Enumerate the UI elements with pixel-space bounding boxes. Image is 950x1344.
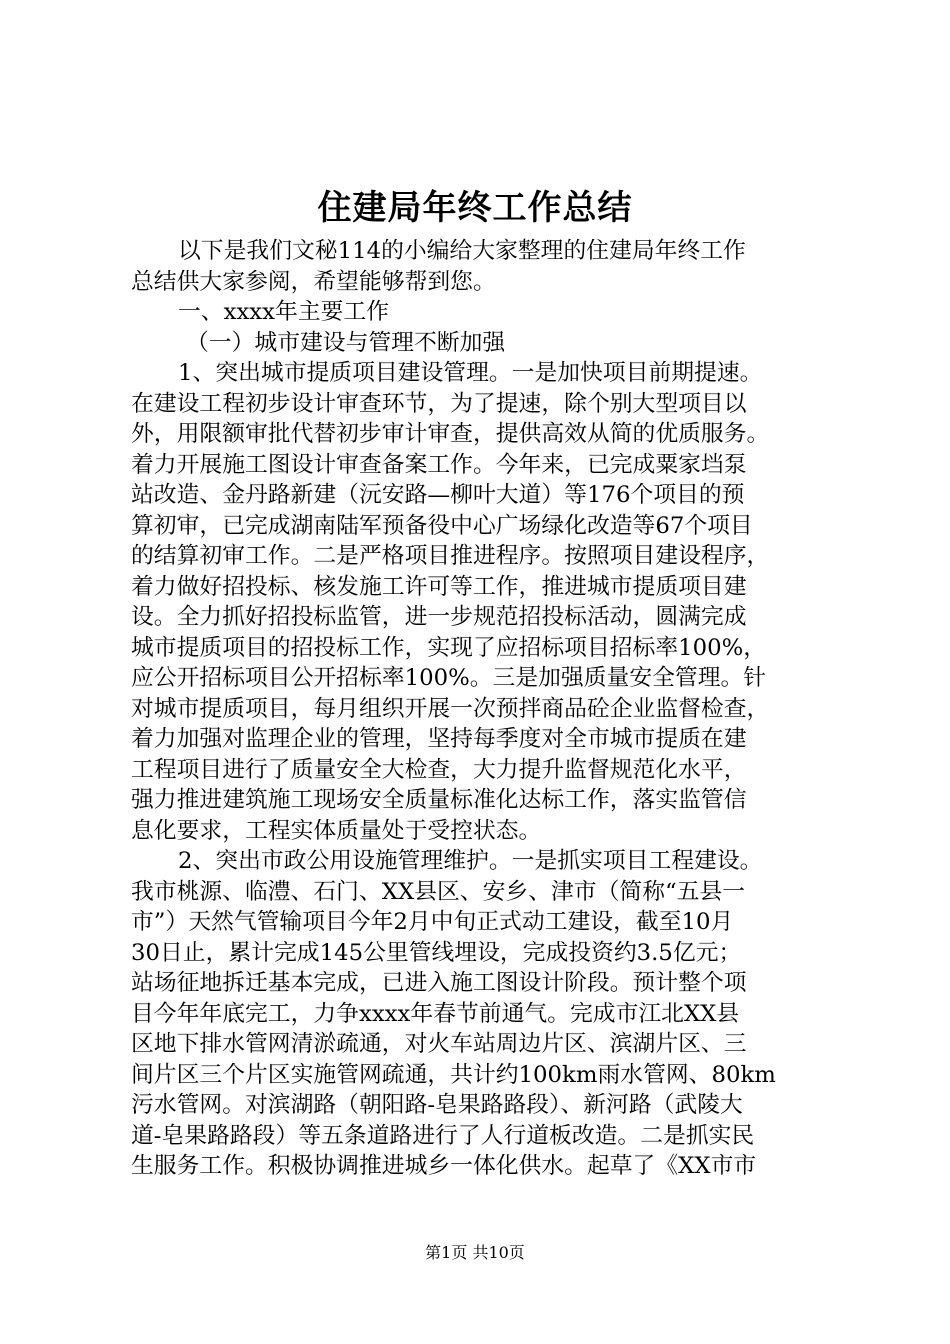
paragraph-line: 外，用限额审批代替初步审计审查，提供高效从简的优质服务。 (131, 421, 770, 447)
paragraph-line: 着力做好招投标、核发施工许可等工作，推进城市提质项目建 (131, 573, 747, 600)
paragraph-line: 区地下排水管网清淤疏通，对火车站周边片区、滨湖片区、三 (131, 1031, 747, 1057)
paragraph-line: 着力加强对监理企业的管理，坚持每季度对全市城市提质在建 (131, 726, 747, 752)
paragraph-line: 强力推进建筑施工现场安全质量标准化达标工作，落实监管信 (131, 787, 747, 813)
paragraph-line: 工程项目进行了质量安全大检查，大力提升监督规范化水平， (131, 756, 747, 783)
section-heading: 一、xxxx年主要工作 (178, 299, 390, 325)
paragraph-line: 算初审，已完成湖南陆军预备役中心广场绿化改造等67个项目 (131, 512, 753, 539)
paragraph-line: 着力开展施工图设计审查备案工作。今年来，已完成粟家垱泵 (131, 451, 747, 478)
paragraph-line: 总结供大家参阅，希望能够帮到您。 (131, 268, 496, 295)
document-title: 住建局年终工作总结 (317, 188, 633, 228)
paragraph-line: 我市桃源、临澧、石门、XX县区、安乡、津市（简称“五县一 (131, 878, 746, 905)
paragraph-line: 城市提质项目的招投标工作，实现了应招标项目招标率100%， (131, 634, 767, 661)
paragraph-line: 设。全力抓好招投标监管，进一步规范招投标活动，圆满完成 (131, 604, 747, 630)
paragraph-line: 市”）天然气管输项目今年2月中旬正式动工建设，截至10月 (131, 909, 734, 935)
paragraph-line: 间片区三个片区实施管网疏通，共计约100km雨水管网、80km (131, 1061, 776, 1088)
paragraph-line: 站场征地拆迁基本完成，已进入施工图设计阶段。预计整个项 (131, 970, 747, 996)
paragraph-line: 30日止，累计完成145公里管线埋设，完成投资约3.5亿元； (131, 939, 742, 966)
paragraph-line: 在建设工程初步设计审查环节，为了提速，除个别大型项目以 (131, 390, 747, 417)
paragraph-line: 以下是我们文秘114的小编给大家整理的住建局年终工作 (178, 238, 746, 264)
paragraph-line: 的结算初审工作。二是严格项目推进程序。按照项目建设程序， (131, 543, 770, 569)
paragraph-line: 生服务工作。积极协调推进城乡一体化供水。起草了《XX市市 (131, 1153, 757, 1179)
paragraph-line: 目今年年底完工，力争xxxx年春节前通气。完成市江北XX县 (131, 1000, 740, 1027)
paragraph-line: 对城市提质项目，每月组织开展一次预拌商品砼企业监督检查， (131, 695, 770, 722)
page-number-footer: 第1页 共10页 (425, 1243, 525, 1262)
document-body (131, 236, 831, 1182)
subsection-heading: （一）城市建设与管理不断加强 (186, 329, 506, 356)
paragraph-line: 站改造、金丹路新建（沅安路—柳叶大道）等176个项目的预 (131, 482, 745, 508)
paragraph-line: 2、突出市政公用设施管理维护。一是抓实项目工程建设。 (178, 848, 763, 874)
paragraph-line: 道-皂果路路段）等五条道路进行了人行道板改造。二是抓实民 (131, 1122, 755, 1149)
paragraph-line: 1、突出城市提质项目建设管理。一是加快项目前期提速。 (178, 360, 763, 386)
paragraph-line: 息化要求，工程实体质量处于受控状态。 (131, 817, 542, 844)
paragraph-line: 污水管网。对滨湖路（朝阳路-皂果路路段）、新河路（武陵大 (131, 1092, 743, 1118)
paragraph-line: 应公开招标项目公开招标率100%。三是加强质量安全管理。针 (131, 665, 767, 691)
